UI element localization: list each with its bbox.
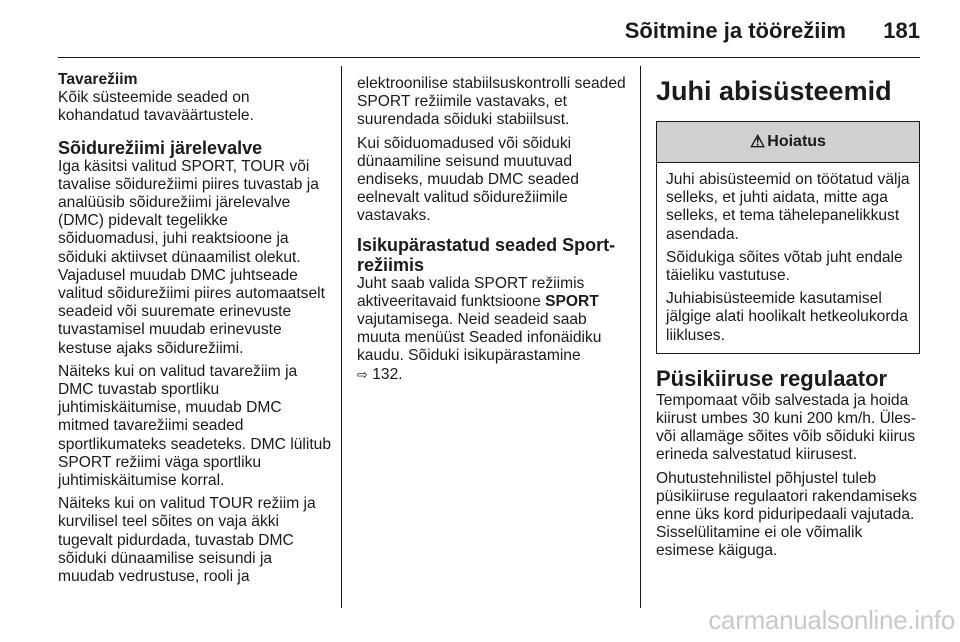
isikuparastatud-text-a: Juht saab valida SPORT režiimis aktiveeritavaid funktsioone [357,274,585,310]
column-divider-2 [640,66,641,608]
page-reference-link[interactable]: 132. [367,365,403,383]
pysikiiruse-text-2: Ohutustehnilistel põhjustel tuleb püsikiiruse regulaatori rakendamiseks enne üks kord piduripedaali vajutada. [656,469,917,524]
warning-body [657,163,919,353]
warning-text-2: Sõidukiga sõites võtab juht endale täieliku vastutuse. [666,248,903,285]
column-left [58,71,332,591]
page-title: Sõitmine ja töörežiim [624,18,846,43]
warning-title: Hoiatus [767,132,826,150]
warning-triangle-icon: ⚠ [750,131,766,151]
isikuparastatud-heading: Isikupärastatud seaded Sport-režiimis [357,234,616,275]
isikuparastatud-text-b: vajutamisega. Neid seadeid saab muuta menüüst Seaded infonäidiku kaudu. Sõiduki isikupärastamine [357,311,602,365]
jarelevalve-heading: Sõidurežiimi järelevalve [58,137,263,158]
warning-header [657,122,919,163]
reference-arrow-icon: ⇨ [357,366,368,382]
pysikiiruse-text-3: Sisselülitamine ei ole võimalik esimese käiguga. [656,524,863,560]
warning-box [656,121,920,354]
pysikiiruse-heading: Püsikiiruse regulaator [656,365,888,391]
column-divider-1 [341,66,342,608]
pysikiiruse-text-1: Tempomaat võib salvestada ja hoida kiirust umbes 30 kuni 200 km/h. Üles- või allamäge sõites võib sõiduki kiirus erineda salvestatud kiirusest. [656,391,916,464]
isikuparastatud-text [357,275,627,384]
dmc-restore-paragraph: Kui sõiduomadused või sõiduki dünaamiline seisund muutuvad endiseks, muudab DMC seaded eelnevalt valitud sõidurežiimile vastavaks. [357,134,579,225]
column-right [656,75,920,566]
sport-button-label: SPORT [545,292,599,310]
page-number: 181 [883,18,920,43]
watermark: carmanualsonline.info [708,605,955,635]
jarelevalve-text: Iga käsitsi valitud SPORT, TOUR või tavalise sõidurežiimi piires tuvastab ja analüüsib sõidurežiimi järelevalve (DMC) pidevalt tegelikke sõiduomadusi, juhi reaktsioone ja sõiduki aktiivset dünaamilist olekut. Vajadusel muudab DMC juhtseade valitud sõidurežiimi piires automaatselt seadeid või suuremate erinevuste tuvastamisel muudab erinevuste kestuse ajaks sõidurežiimi. [58,157,325,357]
juhi-abisusteemid-heading: Juhi abisüsteemid [656,76,892,106]
continuation-paragraph: elektroonilise stabiilsuskontrolli seaded SPORT režiimile vastavaks, et suurendada sõiduki stabiilsust. [357,75,626,129]
example-tour-paragraph: Näiteks kui on valitud TOUR režiim ja kurvilisel teel sõites on vaja äkki tugevalt pidurdada, tuvastab DMC sõiduki dünaamilise seisundi ja muudab vedrustuse, rooli ja [58,495,316,586]
page-header [58,0,920,58]
header-divider [58,57,920,58]
column-middle [357,75,627,389]
tavarezim-text: Kõik süsteemide seaded on kohandatud tavaväärtustele. [58,89,254,125]
warning-text-3: Juhiabisüsteemide kasutamisel jälgige alati hoolikalt hetkeolukorda liikluses. [666,290,908,344]
warning-text-1: Juhi abisüsteemid on töötatud välja selleks, et juhti aidata, mitte aga selleks, et tema tähelepanelikkust asendada. [666,171,910,243]
example-sport-paragraph: Näiteks kui on valitud tavarežiim ja DMC tuvastab sportliku juhtimiskäitumise, muudab DMC mitmed tavarežiimi seaded sportlikumateks seadeteks. DMC lülitub SPORT režiimi väga sportliku juhtimiskäitumise korral. [58,362,331,490]
tavarezim-heading: Tavarežiim [58,71,138,88]
